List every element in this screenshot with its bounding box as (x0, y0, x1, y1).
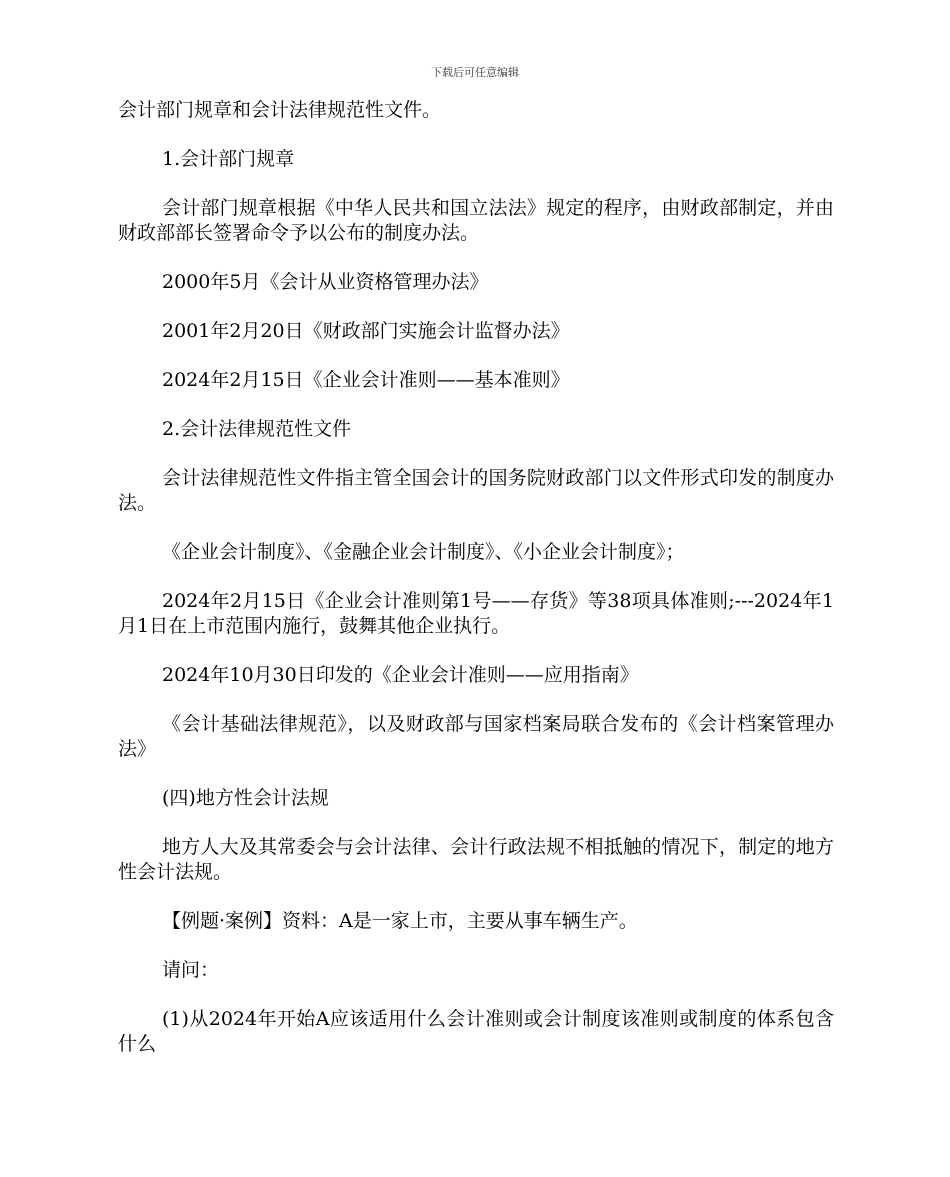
section-heading-departmental-rules: 1.会计部门规章 (162, 148, 295, 170)
list-item-regulation-2001: 2001年2月20日《财政部门实施会计监督办法》 (162, 320, 570, 342)
list-item-application-guide: 2024年10月30日印发的《企业会计准则——应用指南》 (162, 664, 639, 686)
paragraph-intro: 会计部门规章和会计法律规范性文件。 (118, 99, 442, 121)
section-heading-local-regulations: (四)地方性会计法规 (162, 787, 329, 809)
paragraph-local-regulations-definition: 地方人大及其常委会与会计法律、会计行政法规不相抵触的情况下，制定的地方性会计法规。 (118, 836, 834, 883)
document-body (118, 98, 834, 1081)
list-item-regulation-2000: 2000年5月《会计从业资格管理办法》 (162, 271, 489, 293)
paragraph-question-label: 请问： (162, 959, 220, 981)
list-item-accounting-systems: 《企业会计制度》、《金融企业会计制度》、《小企业会计制度》； (162, 541, 685, 563)
paragraph-normative-documents-definition: 会计法律规范性文件指主管全国会计的国务院财政部门以文件形式印发的制度办法。 (118, 467, 834, 514)
paragraph-departmental-rules-definition: 会计部门规章根据《中华人民共和国立法法》规定的程序，由财政部制定，并由财政部部长签署命令予以公布的制度办法。 (118, 197, 834, 244)
list-item-regulation-basic-standard: 2024年2月15日《企业会计准则——基本准则》 (162, 369, 570, 391)
list-item-archive-rules: 《会计基础法律规范》，以及财政部与国家档案局联合发布的《会计档案管理办法》 (118, 713, 834, 760)
page-header: 下载后可任意编辑 (431, 66, 519, 79)
paragraph-example-case: 【例题·案例】资料：A是一家上市，主要从事车辆生产。 (162, 910, 638, 932)
section-heading-normative-documents: 2.会计法律规范性文件 (162, 418, 352, 440)
list-item-specific-standards: 2024年2月15日《企业会计准则第1号——存货》等38项具体准则;---2024年1月1日在上市范围内施行，鼓舞其他企业执行。 (118, 590, 834, 637)
paragraph-question-1: (1)从2024年开始A应该适用什么会计准则或会计制度该准则或制度的体系包含什么 (118, 1008, 834, 1055)
